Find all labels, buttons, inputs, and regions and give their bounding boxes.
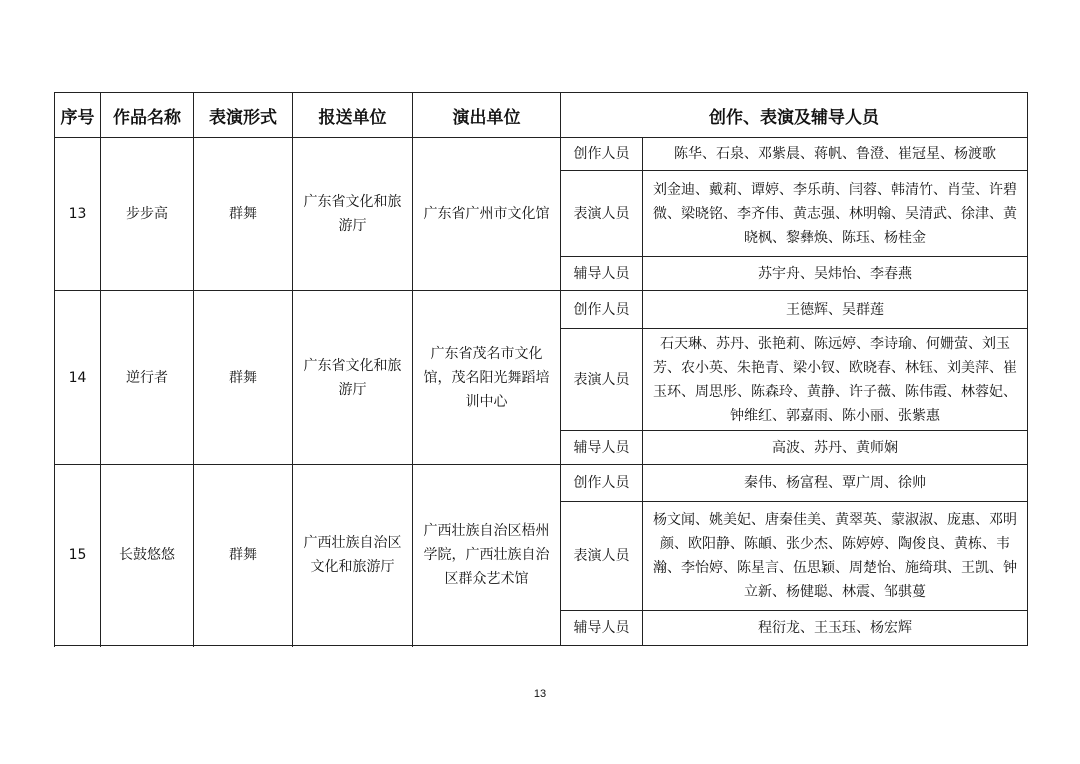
entry-no: 13 (55, 138, 101, 291)
header-submitter: 报送单位 (293, 93, 413, 138)
role-names: 石天琳、苏丹、张艳莉、陈远婷、李诗瑜、何姗萤、刘玉芳、农小英、朱艳青、梁小钗、欧晓春、林钰、刘美萍、崔玉环、周思彤、陈森玲、黄静、许子薇、陈伟霞、林蓉妃、钟维红、郭嘉雨、陈小丽、张紫惠 (643, 329, 1028, 431)
role-names: 王德辉、吴群莲 (643, 291, 1028, 329)
header-form: 表演形式 (194, 93, 293, 138)
entry-submitter: 广东省文化和旅游厅 (293, 138, 413, 291)
entry-submitter: 广东省文化和旅游厅 (293, 291, 413, 465)
header-no: 序号 (55, 93, 101, 138)
entry-form: 群舞 (194, 138, 293, 291)
role-label: 辅导人员 (561, 431, 643, 465)
role-label: 表演人员 (561, 329, 643, 431)
table-row (55, 465, 1028, 502)
entry-performer: 广东省广州市文化馆 (413, 138, 561, 291)
page-number: 13 (533, 688, 547, 700)
role-label: 表演人员 (561, 502, 643, 611)
role-names: 秦伟、杨富程、覃广周、徐帅 (643, 465, 1028, 502)
role-label: 创作人员 (561, 138, 643, 171)
entry-title: 长鼓悠悠 (101, 465, 194, 646)
entry-form: 群舞 (194, 465, 293, 646)
header-title: 作品名称 (101, 93, 194, 138)
table-row (55, 291, 1028, 329)
role-label: 辅导人员 (561, 257, 643, 291)
header-staff: 创作、表演及辅导人员 (561, 93, 1028, 138)
role-label: 辅导人员 (561, 611, 643, 646)
role-names: 杨文闻、姚美妃、唐秦佳美、黄翠英、蒙淑淑、庞惠、邓明颜、欧阳静、陈頔、张少杰、陈婷婷、陶俊良、黄栋、韦瀚、李怡婷、陈星言、伍思颖、周楚怡、施绮琪、王凯、钟立新、杨健聪、林震、邹骐蔓 (643, 502, 1028, 611)
role-label: 创作人员 (561, 291, 643, 329)
program-roster-table (54, 92, 1028, 646)
role-label: 创作人员 (561, 465, 643, 502)
entry-no: 15 (55, 465, 101, 646)
role-names: 程衍龙、王玉珏、杨宏辉 (643, 611, 1028, 646)
entry-submitter: 广西壮族自治区文化和旅游厅 (293, 465, 413, 646)
role-names: 苏宇舟、吴炜怡、李春燕 (643, 257, 1028, 291)
header-row (55, 93, 1028, 138)
entry-performer: 广西壮族自治区梧州学院，广西壮族自治区群众艺术馆 (413, 465, 561, 646)
role-names: 高波、苏丹、黄师娴 (643, 431, 1028, 465)
role-names: 刘金迪、戴莉、谭婷、李乐萌、闫蓉、韩清竹、肖莹、许碧微、梁晓铭、李齐伟、黄志强、林明翰、吴清武、徐津、黄晓枫、黎彝焕、陈珏、杨桂金 (643, 171, 1028, 257)
entry-performer: 广东省茂名市文化馆，茂名阳光舞蹈培训中心 (413, 291, 561, 465)
header-performer: 演出单位 (413, 93, 561, 138)
entry-title: 步步高 (101, 138, 194, 291)
entry-no: 14 (55, 291, 101, 465)
entry-form: 群舞 (194, 291, 293, 465)
entry-title: 逆行者 (101, 291, 194, 465)
table-row (55, 138, 1028, 171)
role-names: 陈华、石泉、邓紫晨、蒋帆、鲁澄、崔冠星、杨渡歌 (643, 138, 1028, 171)
role-label: 表演人员 (561, 171, 643, 257)
